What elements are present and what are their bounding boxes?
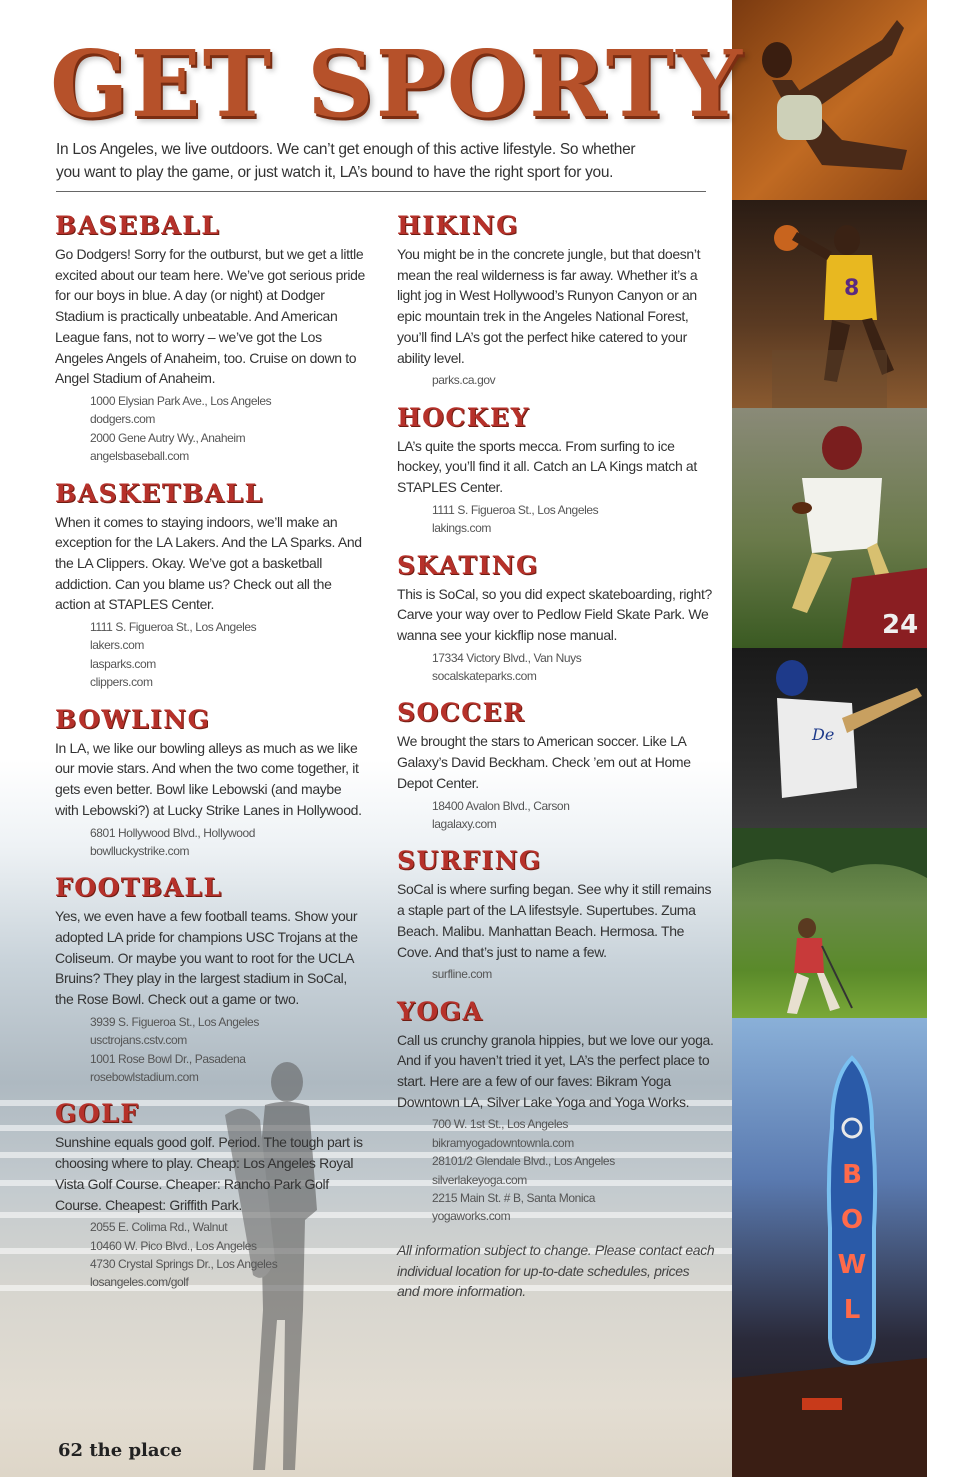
section-info <box>432 649 715 686</box>
bowl-sign-letter-l: L <box>843 1295 861 1325</box>
section-football <box>55 872 365 1086</box>
address-text: 18400 Avalon Blvd., Carson <box>432 798 570 813</box>
section-body: Call us crunchy granola hippies, but we love our yoga. And if you haven’t tried it yet, LA’s the perfect place to start. Here are a few of our faves: Bikram Yoga Downtown LA, Silver Lake Yoga and Yoga Works. <box>397 1031 714 1110</box>
address-text: 1111 S. Figueroa St., Los Angeles <box>90 620 257 635</box>
svg-text:De: De <box>812 725 835 744</box>
sports-photo-strip <box>732 0 927 1477</box>
section-info <box>432 501 715 538</box>
right-margin <box>927 0 960 1477</box>
section-body: LA’s quite the sports mecca. From surfing to ice hockey, you’ll find it all. Catch an LA Kings match at STAPLES Center. <box>397 437 697 496</box>
section-golf <box>55 1098 365 1291</box>
baseball-photo <box>732 648 927 828</box>
section-body: You might be in the concrete jungle, but that doesn’t mean the real wilderness is far away. Whether it’s a light jog in West Hollywood’s Runyon Canyon or an epic mountain trek in the Angeles National Forest, you’ll find LA’s got the perfect hike catered to your ability level. <box>397 246 701 366</box>
section-basketball <box>55 478 365 692</box>
page-number: 62 <box>58 1440 84 1461</box>
website-link[interactable]: lakers.com <box>90 638 145 653</box>
section-info <box>90 824 365 861</box>
section-body: Sunshine equals good golf. Period. The tough part is choosing where to play. Cheap: Los Angeles Royal Vista Golf Course. Cheaper: Rancho Park Golf Course. Cheapest: Griffith Park. <box>55 1134 363 1213</box>
section-bowling <box>55 704 365 861</box>
left-column <box>55 210 365 1304</box>
address-text: 1111 S. Figueroa St., Los Angeles <box>432 502 599 517</box>
publication-label: the place <box>89 1440 182 1461</box>
section-baseball <box>55 210 365 466</box>
address-text: 1001 Rose Bowl Dr., Pasadena <box>90 1051 246 1066</box>
address-text: 700 W. 1st St., Los Angeles <box>432 1117 568 1132</box>
section-heading: BASEBALL <box>55 211 221 240</box>
website-link[interactable]: lasparks.com <box>90 656 156 671</box>
page-footer <box>58 1440 182 1461</box>
section-heading: HIKING <box>397 211 519 240</box>
website-link[interactable]: parks.ca.gov <box>432 373 496 388</box>
page-title: GET SPORTY <box>50 30 744 138</box>
section-heading: YOGA <box>397 996 484 1026</box>
intro-paragraph: In Los Angeles, we live outdoors. We can’t get enough of this active lifestyle. So whether you want to play the game, or just watch it, LA’s bound to have the right sport for you. <box>56 141 636 181</box>
address-text: 4730 Crystal Springs Dr., Los Angeles <box>90 1257 278 1272</box>
section-hockey <box>397 402 715 538</box>
section-heading: SOCCER <box>397 698 526 728</box>
section-heading: SKATING <box>397 550 539 580</box>
website-link[interactable]: socalskateparks.com <box>432 669 537 684</box>
website-link[interactable]: lagalaxy.com <box>432 816 497 831</box>
section-body: When it comes to staying indoors, we’ll make an exception for the LA Lakers. And the LA Sparks. And the LA Clippers. Okay. We’ve got a basketball addiction. Can you blame us? Check out all the action at STAPLES Center. <box>55 513 362 613</box>
address-text: 28101/2 Glendale Blvd., Los Angeles <box>432 1154 615 1169</box>
jersey-number-label: 8 <box>844 276 860 301</box>
section-heading: BASKETBALL <box>55 478 264 508</box>
section-body: Go Dodgers! Sorry for the outburst, but we get a little excited about our team here. We’ve got serious pride for our boys in blue. A day (or night) at Dodger Stadium is practically unbeatable. And American League fans, not to worry – we’ve got the Los Angeles Angels of Anaheim, too. Cruise on down to Angel Stadium of Anaheim. <box>55 246 365 387</box>
website-link[interactable]: silverlakeyoga.com <box>432 1172 527 1187</box>
section-heading: SURFING <box>397 846 542 876</box>
football-photo <box>732 408 927 648</box>
section-info <box>90 1013 365 1087</box>
section-surfing <box>397 845 715 983</box>
section-body: This is SoCal, so you did expect skateboarding, right? Carve your way over to Pedlow Field Skate Park. We wanna see your kickflip nose manual. <box>397 585 712 643</box>
section-info <box>90 392 365 466</box>
basketball-photo <box>732 200 927 408</box>
address-text: 6801 Hollywood Blvd., Hollywood <box>90 825 256 840</box>
section-info <box>432 1115 715 1225</box>
address-text: 2055 E. Colima Rd., Walnut <box>90 1220 228 1235</box>
website-link[interactable]: angelsbaseball.com <box>90 449 189 464</box>
disclaimer-note: All information subject to change. Please contact each individual location for up-to-date schedules, prices and more information. <box>397 1241 715 1300</box>
website-link[interactable]: bowlluckystrike.com <box>90 843 190 858</box>
website-link[interactable]: rosebowlstadium.com <box>90 1070 199 1085</box>
address-text: 2215 Main St. # B, Santa Monica <box>432 1191 596 1206</box>
section-yoga <box>397 996 715 1226</box>
address-text: 3939 S. Figueroa St., Los Angeles <box>90 1014 259 1029</box>
website-link[interactable]: lakings.com <box>432 521 491 536</box>
website-link[interactable]: bikramyogadowntownla.com <box>432 1135 574 1150</box>
golf-photo <box>732 828 927 1018</box>
website-link[interactable]: losangeles.com/golf <box>90 1275 189 1290</box>
website-link[interactable]: usctrojans.cstv.com <box>90 1033 187 1048</box>
website-link[interactable]: dodgers.com <box>90 412 155 427</box>
section-info <box>432 965 715 983</box>
section-hiking <box>397 210 715 390</box>
bowling-sign-photo <box>732 1018 927 1477</box>
section-body: In LA, we like our bowling alleys as much as we like our movie stars. And when the two come together, it gets even better. Bowl like Lebowski (and maybe with Lebowski?) at Lucky Strike Lanes in Hollywood. <box>55 739 362 818</box>
section-heading: FOOTBALL <box>55 873 223 903</box>
section-info <box>432 371 715 389</box>
section-info <box>432 797 715 834</box>
address-text: 1000 Elysian Park Ave., Los Angeles <box>90 393 272 408</box>
section-body: SoCal is where surfing began. See why it still remains a staple part of the LA lifestsyle. Supertubes. Zuma Beach. Malibu. Manhattan Beach. Hermosa. The Cove. And that’s just to name a few. <box>397 881 712 960</box>
section-body: We brought the stars to American soccer. Like LA Galaxy’s David Beckham. Check ’em out at Home Depot Center. <box>397 733 691 791</box>
section-info <box>90 618 365 692</box>
right-column <box>397 210 715 1316</box>
section-skating <box>397 550 715 686</box>
bowl-sign-letter-o: O <box>840 1205 864 1235</box>
yoga-photo <box>732 0 927 200</box>
address-text: 17334 Victory Blvd., Van Nuys <box>432 650 582 665</box>
section-heading: GOLF <box>55 1099 140 1129</box>
header-divider <box>56 191 706 192</box>
section-soccer <box>397 697 715 833</box>
bowl-sign-letter-w: W <box>837 1250 867 1280</box>
section-heading: HOCKEY <box>397 402 530 432</box>
bowl-sign-letter-b: B <box>842 1160 862 1190</box>
website-link[interactable]: surfline.com <box>432 967 492 982</box>
jersey-number-label: 24 <box>882 610 919 640</box>
section-body: Yes, we even have a few football teams. Show your adopted LA pride for champions USC Trojans at the Coliseum. Or maybe you want to root for the UCLA Bruins? They play in the largest stadium in SoCal, the Rose Bowl. Check out a game or two. <box>55 908 358 1008</box>
section-heading: BOWLING <box>55 704 211 734</box>
section-info <box>90 1218 365 1292</box>
address-text: 10460 W. Pico Blvd., Los Angeles <box>90 1238 257 1253</box>
address-text: 2000 Gene Autry Wy., Anaheim <box>90 430 246 445</box>
website-link[interactable]: yogaworks.com <box>432 1209 511 1224</box>
website-link[interactable]: clippers.com <box>90 675 153 690</box>
